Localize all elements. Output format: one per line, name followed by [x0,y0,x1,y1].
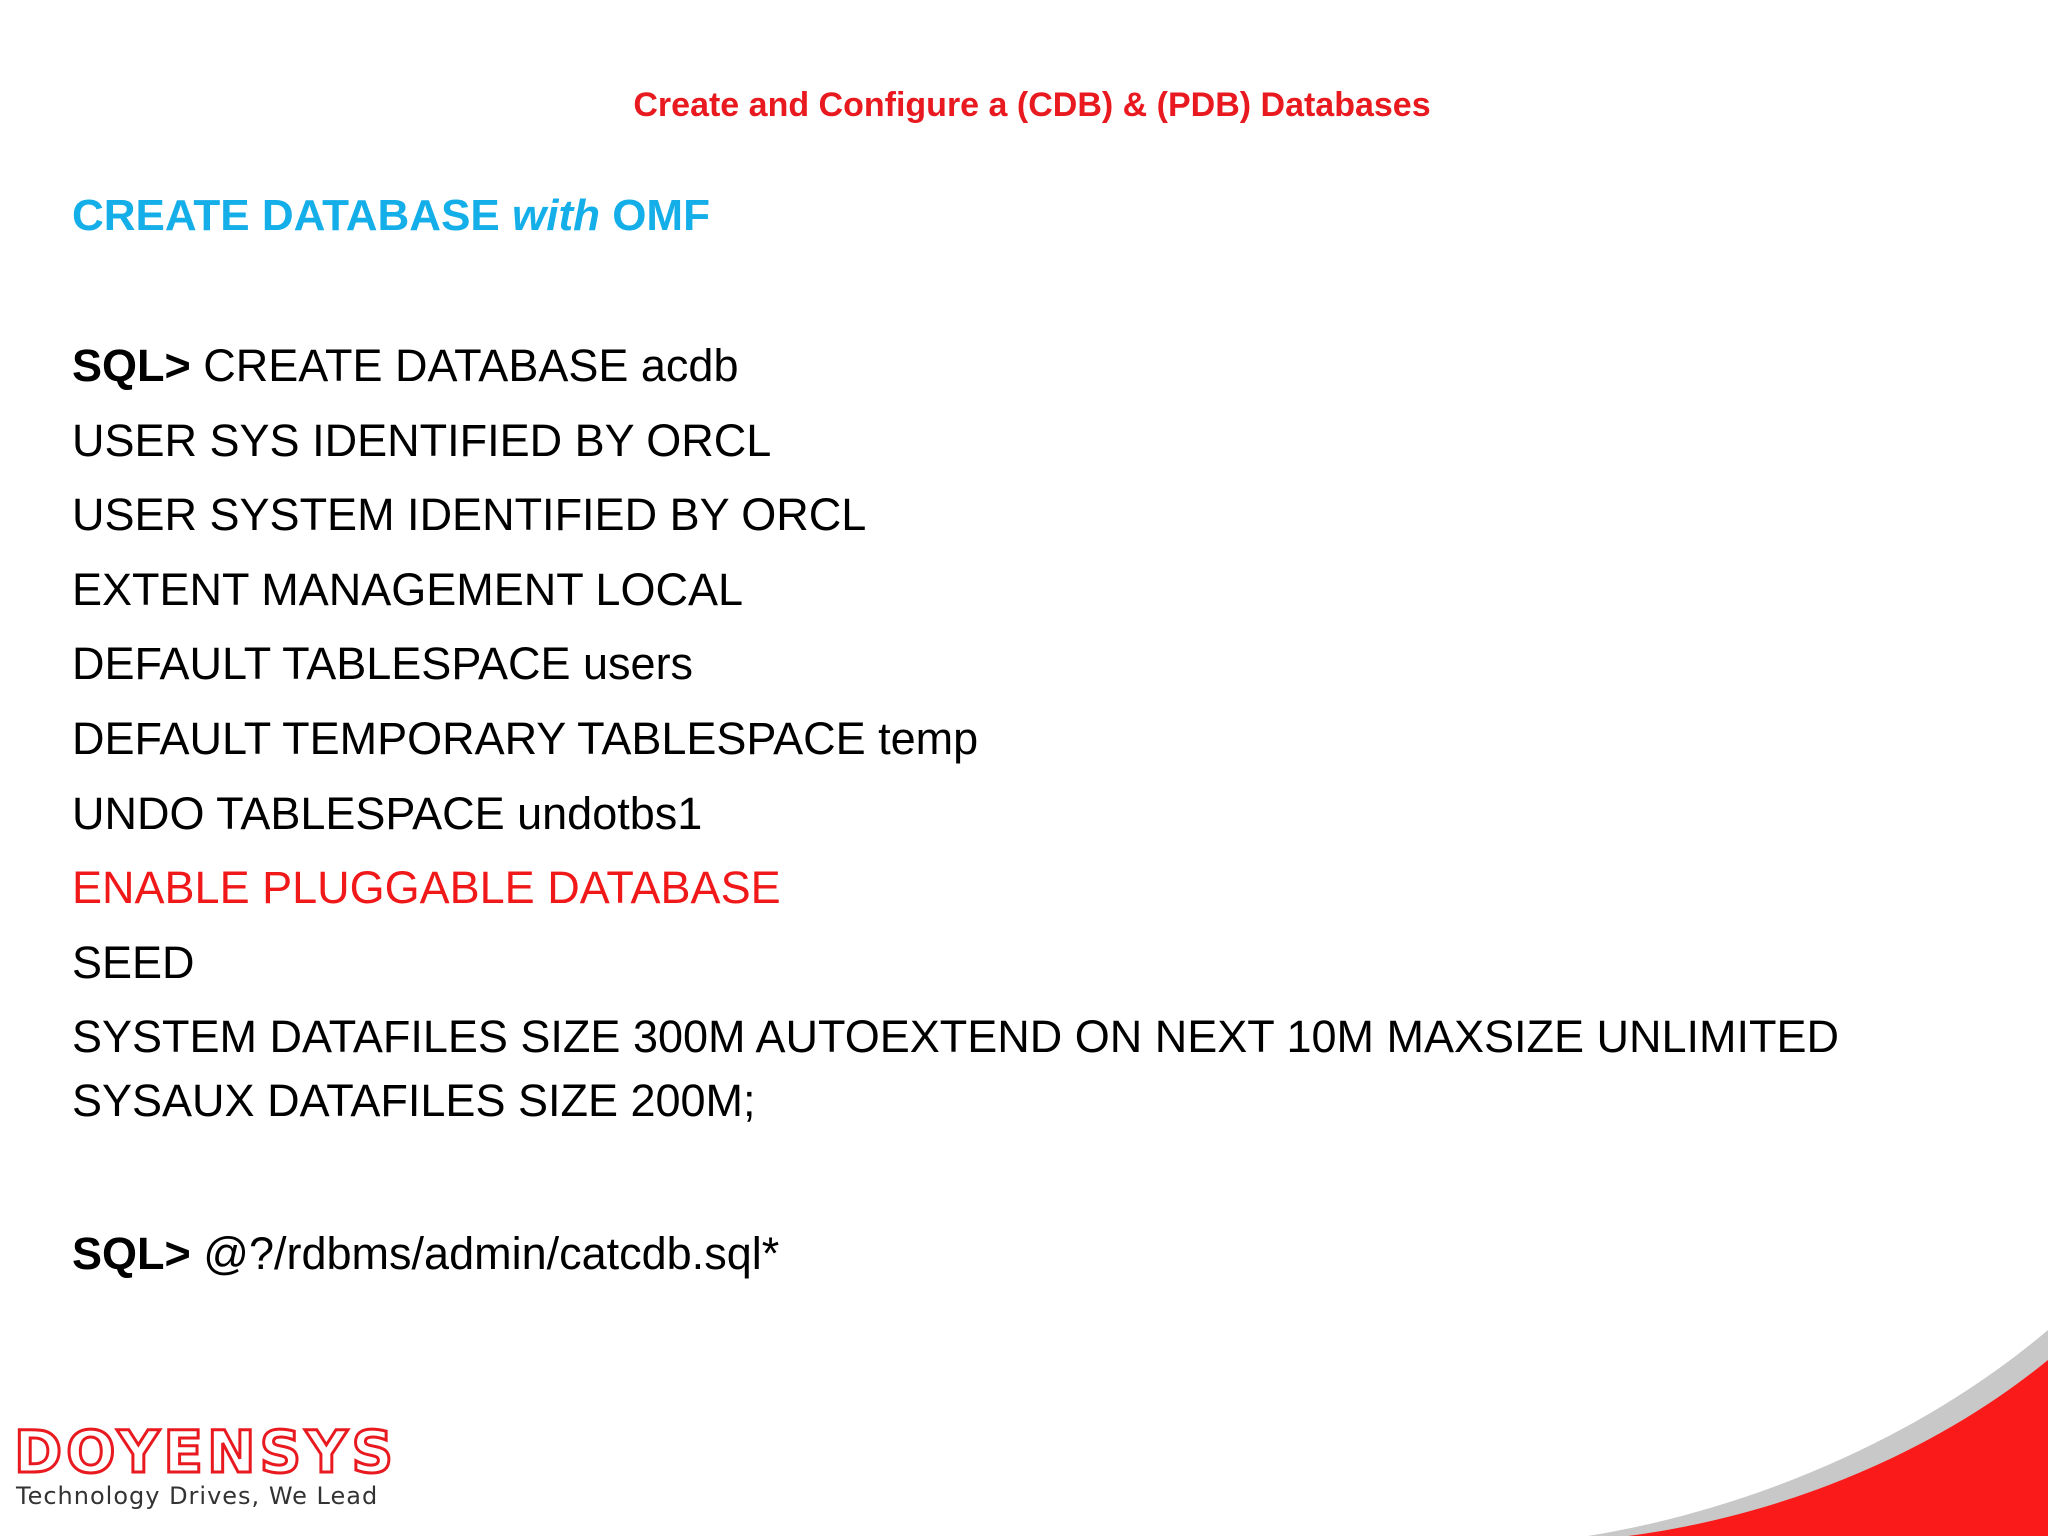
doyensys-logo [14,1418,484,1510]
heading-part-1: CREATE DATABASE [72,191,512,240]
code-line-6: DEFAULT TEMPORARY TABLESPACE temp [72,712,979,764]
logo-wordmark: DOYENSYS [14,1418,398,1486]
code-line-1 [72,338,1972,394]
section-heading [72,188,710,244]
code-line-5: DEFAULT TABLESPACE users [72,638,694,690]
sql-prompt: SQL> [72,340,191,391]
code-line-3: USER SYSTEM IDENTIFIED BY ORCL [72,489,867,541]
sql-code-block [72,338,1972,1148]
code-line-1-text: CREATE DATABASE acdb [190,340,739,391]
code-line-final [72,1226,779,1282]
heading-part-3: OMF [599,191,710,240]
logo-tagline: Technology Drives, We Lead [16,1482,379,1510]
code-line-11: SYSAUX DATAFILES SIZE 200M; [72,1075,756,1127]
code-line-4: EXTENT MANAGEMENT LOCAL [72,563,743,615]
code-line-8-highlight: ENABLE PLUGGABLE DATABASE [72,862,781,914]
code-line-final-text: @?/rdbms/admin/catcdb.sql* [190,1228,780,1279]
code-line-2: USER SYS IDENTIFIED BY ORCL [72,414,772,466]
code-line-7: UNDO TABLESPACE undotbs1 [72,787,703,839]
slide-title: Create and Configure a (CDB) & (PDB) Databases [633,86,1431,124]
code-line-9: SEED [72,936,195,988]
corner-swoosh-decoration [1588,1310,2048,1536]
heading-part-2: with [512,191,600,240]
sql-prompt-final: SQL> [72,1228,191,1279]
code-line-10: SYSTEM DATAFILES SIZE 300M AUTOEXTEND ON NEXT 10M MAXSIZE UNLIMITED [72,1011,1840,1063]
